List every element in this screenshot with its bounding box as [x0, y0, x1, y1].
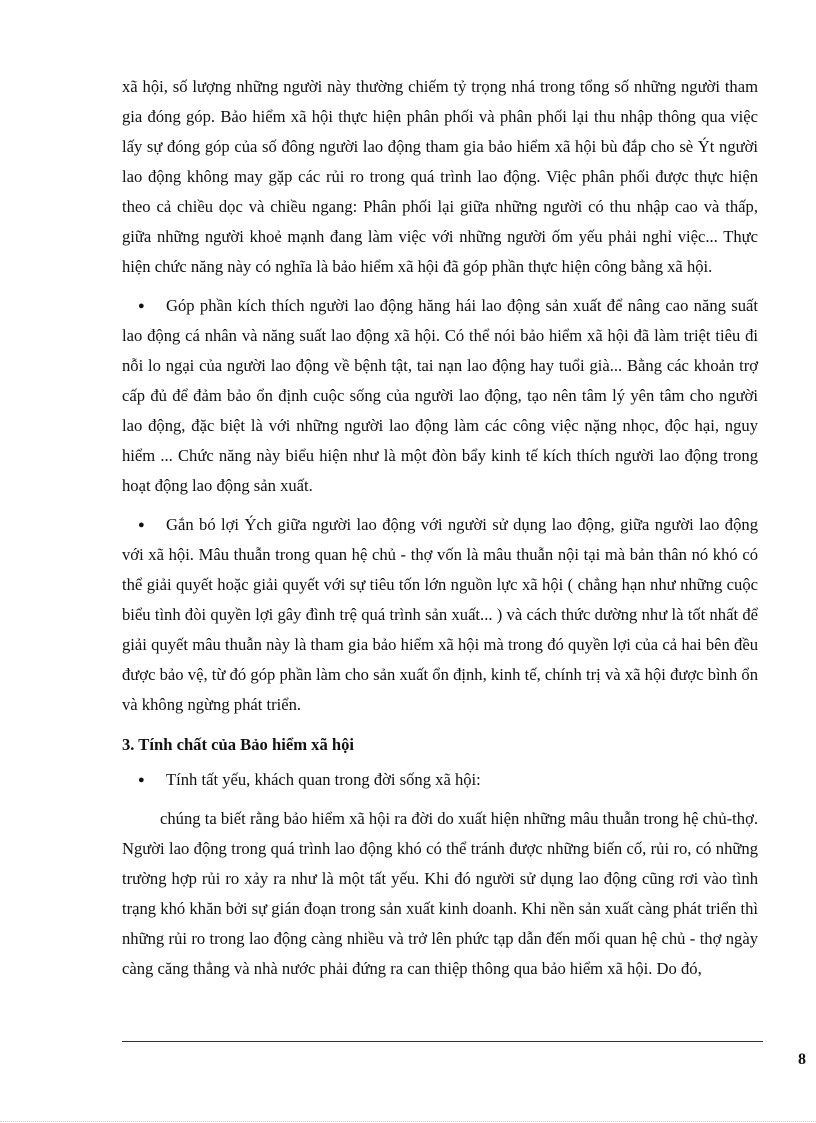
bullet-dot-icon: ●	[138, 519, 145, 531]
page-body	[122, 72, 758, 984]
bullet-dot-icon: ●	[138, 774, 145, 786]
closing-paragraph: chúng ta biết rằng bảo hiểm xã hội ra đời do xuất hiện những mâu thuẫn trong hệ chủ-thợ. Người lao động trong quá trình lao động khó có thể tránh được những biến cố, rủi ro, có những trường hợp rủi ro xảy ra như là một tất yếu. Khi đó người sử dụng lao động cũng rơi vào tình trạng khó khăn bởi sự gián đoạn trong sản xuất kinh doanh. Khi nền sản xuất càng phát triển thì những rủi ro trong lao động càng nhiều và trở lên phức tạp dẫn đến mối quan hệ chủ - thợ ngày càng căng thẳng và nhà nước phải đứng ra can thiệp thông qua bảo hiểm xã hội. Do đó,	[122, 809, 758, 978]
intro-paragraph: xã hội, số lượng những người này thường chiếm tỷ trọng nhá trong tổng số những người tham gia đóng góp. Bảo hiểm xã hội thực hiện phân phối và phân phối lại thu nhập thông qua việc lấy sự đóng góp của số đông người lao động tham gia bảo hiểm xã hội bù đắp cho sè Ýt người lao động không may gặp các rủi ro trong quá trình lao động. Việc phân phối được thực hiện theo cả chiều dọc và chiều ngang: Phân phối lại giữa những người có thu nhập cao và thấp, giữa những người khoẻ mạnh đang làm việc với những người ốm yếu phải nghỉ việc... Thực hiện chức năng này có nghĩa là bảo hiểm xã hội đã góp phần thực hiện công bằng xã hội.	[122, 77, 758, 276]
bullet-marker	[138, 291, 166, 321]
page-bottom-border	[0, 1121, 816, 1122]
section-heading: 3. Tính chất của Bảo hiểm xã hội	[122, 735, 355, 754]
bullet-marker	[138, 765, 166, 795]
bullet-text: Góp phần kích thích người lao động hăng hái lao động sản xuất để nâng cao năng suất lao động cá nhân và năng suất lao động xã hội. Có thể nói bảo hiểm xã hội đã làm triệt tiêu đi nỗi lo ngại của người lao động về bệnh tật, tai nạn lao động hay tuổi già... Bằng các khoản trợ cấp đủ để đảm bảo ổn định cuộc sống của người lao động, tạo nên tâm lý yên tâm cho người lao động, đặc biệt là với những người lao động làm các công việc nặng nhọc, độc hại, nguy hiểm ... Chức năng này biểu hiện như là một đòn bẩy kinh tế kích thích người lao động trong hoạt động lao động sản xuất.	[122, 296, 758, 495]
bullet-marker	[138, 510, 166, 540]
bullet-item-bind-interests	[122, 510, 758, 720]
footer-divider	[122, 1041, 763, 1042]
bullet-item-stimulate-workers	[122, 291, 758, 501]
bullet-item-necessity	[122, 765, 758, 795]
bullet-dot-icon: ●	[138, 300, 145, 312]
bullet-text: Gắn bó lợi Ých giữa người lao động với người sử dụng lao động, giữa người lao động với xã hội. Mâu thuẫn trong quan hệ chủ - thợ vốn là mâu thuẫn nội tại mà bản thân nó khó có thể giải quyết hoặc giải quyết với sự tiêu tốn lớn nguồn lực xã hội ( chẳng hạn như những cuộc biểu tình đòi quyền lợi gây đình trệ quá trình sản xuất... ) và cách thức dường như là tốt nhất để giải quyết mâu thuẫn này là tham gia bảo hiểm xã hội mà trong đó quyền lợi của cả hai bên đều được bảo vệ, từ đó góp phần làm cho sản xuất ổn định, kinh tế, chính trị và xã hội được bình ổn và không ngừng phát triển.	[122, 515, 758, 714]
bullet-text: Tính tất yếu, khách quan trong đời sống xã hội:	[166, 770, 481, 789]
page-number: 8	[798, 1051, 806, 1068]
